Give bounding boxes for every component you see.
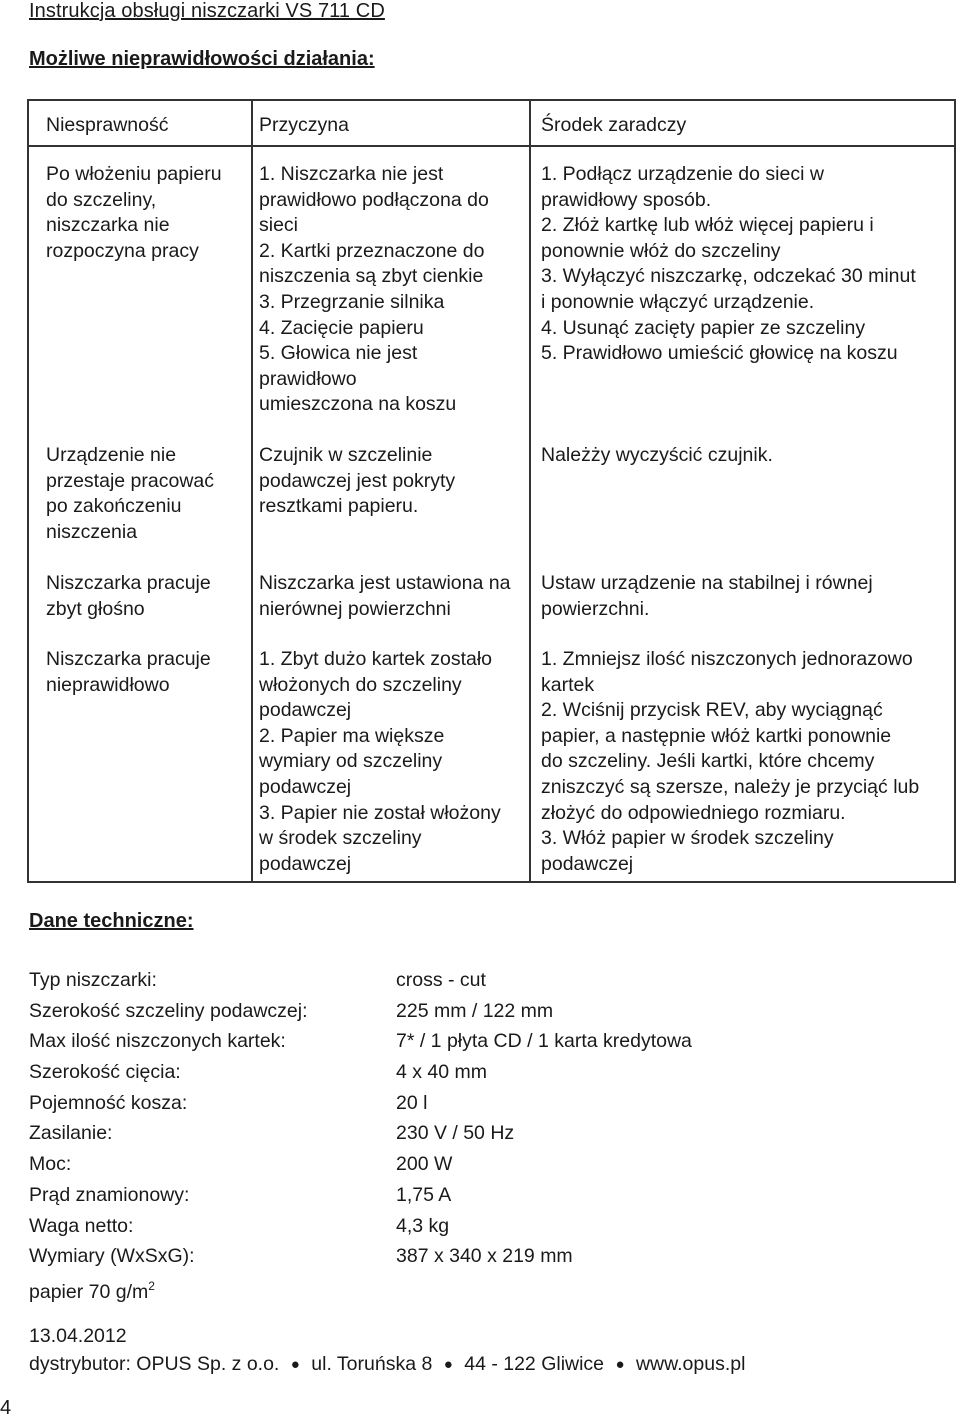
spec-label: Zasilanie: (29, 1122, 113, 1145)
row-4-problem: Niszczarka pracuje nieprawidłowo (46, 648, 211, 696)
row-3-problem: Niszczarka pracuje zbyt głośno (46, 572, 211, 620)
row-1-remedy: 1. Podłącz urządzenie do sieci w prawidłowy sposób. 2. Złóż kartkę lub włóż więcej papieru i ponownie włóż do szczeliny 3. Wyłączyć niszczarkę, odczekać 30 minut i ponownie włączyć urządzenie. 4. Usunąć zacięty papier ze szczeliny 5. Prawidłowo umieścić głowicę na koszu (541, 163, 916, 365)
column-header-remedy: Środek zaradczy (541, 114, 687, 136)
bullet-separator: ● (615, 1356, 625, 1373)
spec-label: Typ niszczarki: (29, 969, 157, 991)
column-header-problem: Niesprawność (46, 114, 169, 136)
footer-address (29, 1350, 745, 1380)
row-1-cause: 1. Niszczarka nie jest prawidłowo podłączona do sieci 2. Kartki przeznaczone do niszczenia są zbyt cienkie 3. Przegrzanie silnika 4. Zacięcie papieru 5. Głowica nie jest prawidłowo umieszczona na koszu (259, 163, 489, 416)
row-3-remedy: Ustaw urządzenie na stabilnej i równej powierzchni. (541, 572, 873, 620)
paper-note (29, 1272, 155, 1306)
column-header-cause: Przyczyna (259, 114, 349, 136)
spec-row (29, 1212, 929, 1243)
spec-value: 1,75 A (396, 1183, 452, 1206)
spec-row (29, 1119, 929, 1150)
row-2-cause: Czujnik w szczelinie podawczej jest pokryty resztkami papieru. (259, 444, 456, 518)
spec-value: 4,3 kg (396, 1214, 450, 1237)
spec-label: Prąd znamionowy: (29, 1183, 190, 1206)
spec-row (29, 1027, 929, 1058)
row-2-problem: Urządzenie nie przestaje pracować po zakończeniu niszczenia (46, 444, 214, 543)
troubleshooting-table (27, 99, 956, 883)
page-number: 4 (0, 1397, 12, 1419)
footer-distributor: dystrybutor: OPUS Sp. z o.o. (29, 1353, 280, 1375)
spec-label: Waga netto: (29, 1214, 134, 1237)
column-divider (529, 101, 531, 881)
specs-list (29, 966, 929, 1273)
specs-heading: Dane techniczne: (29, 910, 194, 932)
spec-row (29, 1058, 929, 1089)
footer-website: www.opus.pl (635, 1353, 746, 1375)
footer-street: ul. Toruńska 8 (311, 1353, 433, 1375)
spec-value: 387 x 340 x 219 mm (396, 1245, 573, 1268)
spec-value: 200 W (396, 1153, 453, 1176)
spec-value: 225 mm / 122 mm (396, 999, 554, 1022)
spec-value: cross - cut (396, 969, 486, 991)
spec-row (29, 1150, 929, 1181)
spec-value: 4 x 40 mm (396, 1061, 488, 1084)
spec-label: Wymiary (WxSxG): (29, 1245, 195, 1268)
spec-label: Pojemność kosza: (29, 1091, 188, 1114)
spec-label: Szerokość szczeliny podawczej: (29, 999, 308, 1022)
footer-city: 44 - 122 Gliwice (464, 1353, 605, 1375)
column-divider (251, 101, 253, 881)
footer-date: 13.04.2012 (29, 1325, 127, 1347)
issues-heading: Możliwe nieprawidłowości działania: (29, 48, 375, 70)
bullet-separator: ● (290, 1356, 300, 1373)
spec-label: Moc: (29, 1153, 72, 1176)
paper-note-text: papier 70 g/m (29, 1281, 149, 1303)
row-1-problem: Po włożeniu papieru do szczeliny, niszczarka nie rozpoczyna pracy (46, 163, 222, 262)
spec-row (29, 966, 929, 997)
spec-value: 7* / 1 płyta CD / 1 karta kredytowa (396, 1030, 692, 1053)
paper-note-superscript: 2 (148, 1279, 155, 1293)
bullet-separator: ● (443, 1356, 453, 1373)
document-title: Instrukcja obsługi niszczarki VS 711 CD (29, 0, 385, 22)
spec-row (29, 1089, 929, 1120)
spec-label: Szerokość cięcia: (29, 1061, 181, 1084)
spec-value: 20 l (396, 1091, 428, 1114)
spec-label: Max ilość niszczonych kartek: (29, 1030, 286, 1053)
row-4-cause: 1. Zbyt dużo kartek zostało włożonych do szczeliny podawczej 2. Papier ma większe wymiary od szczeliny podawczej 3. Papier nie został włożony w środek szczeliny podawczej (259, 648, 501, 875)
spec-row (29, 1242, 929, 1273)
row-3-cause: Niszczarka jest ustawiona na nierównej powierzchni (259, 572, 511, 620)
header-divider (29, 145, 954, 147)
spec-value: 230 V / 50 Hz (396, 1122, 515, 1145)
spec-row (29, 1181, 929, 1212)
row-2-remedy: Należży wyczyścić czujnik. (541, 444, 773, 466)
row-4-remedy: 1. Zmniejsz ilość niszczonych jednorazowo kartek 2. Wciśnij przycisk REV, aby wyciągnąć papier, a następnie włóż kartki ponownie do szczeliny. Jeśli kartki, które chcemy zniszczyć są szersze, należy je przyciąć lub złożyć do odpowiedniego rozmiaru. 3. Włóż papier w środek szczeliny podawczej (541, 648, 920, 875)
spec-row (29, 997, 929, 1028)
